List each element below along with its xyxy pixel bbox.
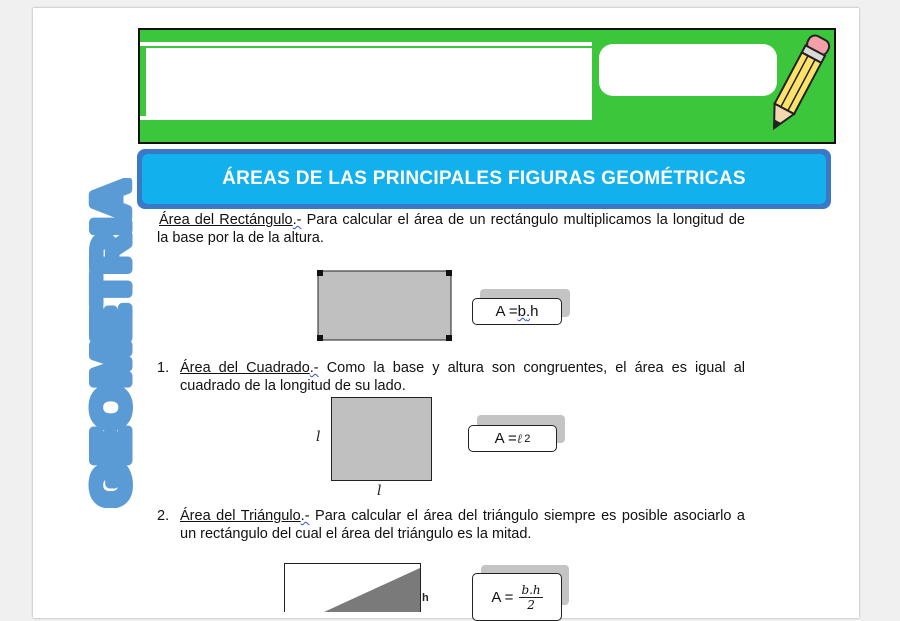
square-heading-sep: .-	[309, 360, 319, 376]
rectangle-heading-sep: .-	[292, 212, 302, 228]
rectangle-formula	[472, 289, 572, 325]
triangle-height-label: h	[422, 592, 429, 604]
side-title-graphic	[70, 178, 140, 508]
triangle-text: Para calcular el área del triángulo siempre es posible asociarlo a un rectángulo del cual el área del triángulo es la mitad.	[180, 508, 745, 542]
triangle-formula-box: A = $\frac{b.h}{2}$	[472, 573, 562, 621]
square-formula-box: A = ℓ 2	[468, 425, 557, 452]
banner-name-box	[146, 48, 592, 120]
triangle-number: 2.	[157, 508, 170, 524]
rectangle-formula-box: A = b . h	[472, 298, 562, 325]
rectangle-shape	[317, 270, 452, 341]
square-formula	[468, 415, 568, 453]
side-title-text: GEOMETRIA	[83, 203, 139, 506]
square-text: Como la base y altura son congruentes, el área es igual al cuadrado de la longitud de su lado.	[180, 360, 745, 394]
side-title	[70, 178, 140, 508]
triangle-paragraph	[157, 507, 745, 543]
square-side-left-label: l	[316, 429, 321, 445]
square-number: 1.	[157, 360, 170, 376]
square-heading: Área del Cuadrado	[180, 360, 310, 376]
header-banner	[138, 28, 836, 144]
pencil-icon	[762, 30, 832, 140]
triangle-shape	[284, 563, 421, 612]
triangle-heading: Área del Triángulo	[180, 508, 301, 524]
banner-date-box	[599, 44, 777, 96]
rectangle-heading: Área del Rectángulo	[159, 212, 293, 228]
triangle-formula	[472, 565, 572, 612]
page-title: ÁREAS DE LAS PRINCIPALES FIGURAS GEOMÉTRICAS	[222, 168, 746, 189]
triangle-heading-sep: .-	[300, 508, 310, 524]
title-bar	[137, 149, 831, 209]
rectangle-paragraph	[157, 211, 745, 247]
square-side-bottom-label: l	[377, 483, 382, 499]
square-shape	[331, 397, 432, 481]
banner-stripe	[140, 42, 592, 46]
rectangle-text: Para calcular el área de un rectángulo multiplicamos la longitud de la base por la de la altura.	[157, 212, 745, 246]
title-inner	[142, 154, 826, 204]
square-paragraph	[157, 359, 745, 395]
